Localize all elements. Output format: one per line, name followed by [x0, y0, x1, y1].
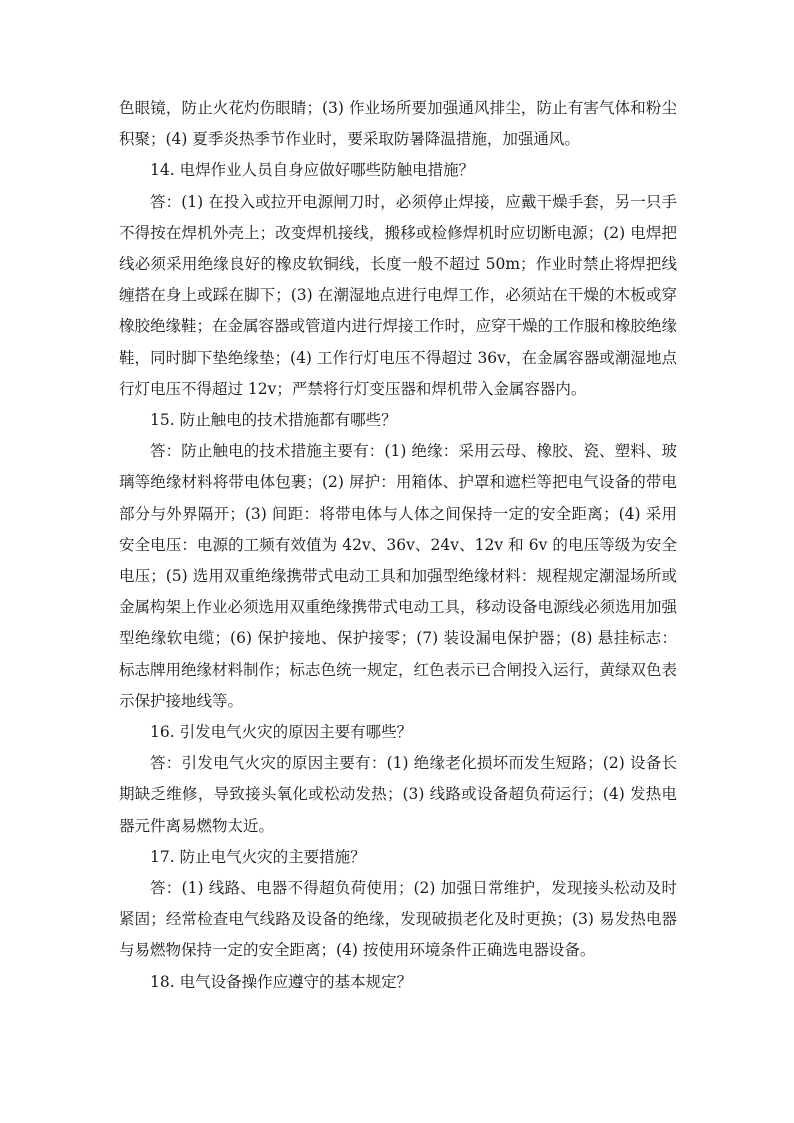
- question-14: 14. 电焊作业人员自身应做好哪些防触电措施？: [150, 161, 475, 180]
- answer-14: 答：(1) 在投入或拉开电源闸刀时，必须停止焊接，应戴干燥手套，另一只手不得按在焊机外壳上；改变焊机接线，搬移或检修焊机时应切断电源；(2) 电焊把线必须采用绝缘良好的橡皮软铜线，长度一般不超过 50m；作业时禁止将焊把线缠搭在身上或踩在脚下；(3) 在潮湿地点进行电焊工作，必须站在干燥的木板或穿橡胶绝缘鞋；在金属容器或管道内进行焊接工作时，应穿干燥的工作服和橡胶绝缘鞋，同时脚下垫绝缘垫；(4) 工作行灯电压不得超过 36v，在金属容器或潮湿地点行灯电压不得超过 12v；严禁将行灯变压器和焊机带入金属容器内。: [119, 192, 678, 398]
- question-16: 16. 引发电气火灾的原因主要有哪些？: [150, 723, 413, 742]
- question-15: 15. 防止触电的技术措施都有哪些？: [150, 411, 397, 430]
- answer-17: 答：(1) 线路、电器不得超负荷使用；(2) 加强日常维护，发现接头松动及时紧固；经常检查电气线路及设备的绝缘，发现破损老化及时更换；(3) 易发热电器与易燃物保持一定的安全距离；(4) 按使用环境条件正确选电器设备。: [119, 879, 677, 960]
- question-18: 18. 电气设备操作应遵守的基本规定？: [150, 972, 413, 991]
- answer-16: 答：引发电气火灾的原因主要有：(1) 绝缘老化损坏而发生短路；(2) 设备长期缺乏维修，导致接头氧化或松动发热；(3) 线路或设备超负荷运行；(4) 发热电器元件离易燃物太近。: [119, 754, 677, 835]
- document-body: [119, 93, 677, 998]
- paragraph-answer-continued: 色眼镜，防止火花灼伤眼睛；(3) 作业场所要加强通风排尘，防止有害气体和粉尘积聚；(4) 夏季炎热季节作业时，要采取防暑降温措施，加强通风。: [119, 99, 677, 149]
- answer-15: 答：防止触电的技术措施主要有：(1) 绝缘：采用云母、橡胶、瓷、塑料、玻璃等绝缘材料将带电体包裹；(2) 屏护：用箱体、护罩和遮栏等把电气设备的带电部分与外界隔开；(3) 间距：将带电体与人体之间保持一定的安全距离；(4) 采用安全电压：电源的工频有效值为 42v、36v、24v、12v 和 6v 的电压等级为安全电压；(5) 选用双重绝缘携带式电动工具和加强型绝缘材料：规程规定潮湿场所或金属构架上作业必须选用双重绝缘携带式电动工具，移动设备电源线必须选用加强型绝缘软电缆；(6) 保护接地、保护接零；(7) 装设漏电保护器；(8) 悬挂标志：标志牌用绝缘材料制作；标志色统一规定，红色表示已合闸投入运行，黄绿双色表示保护接地线等。: [119, 442, 678, 710]
- question-17: 17. 防止电气火灾的主要措施？: [150, 847, 366, 866]
